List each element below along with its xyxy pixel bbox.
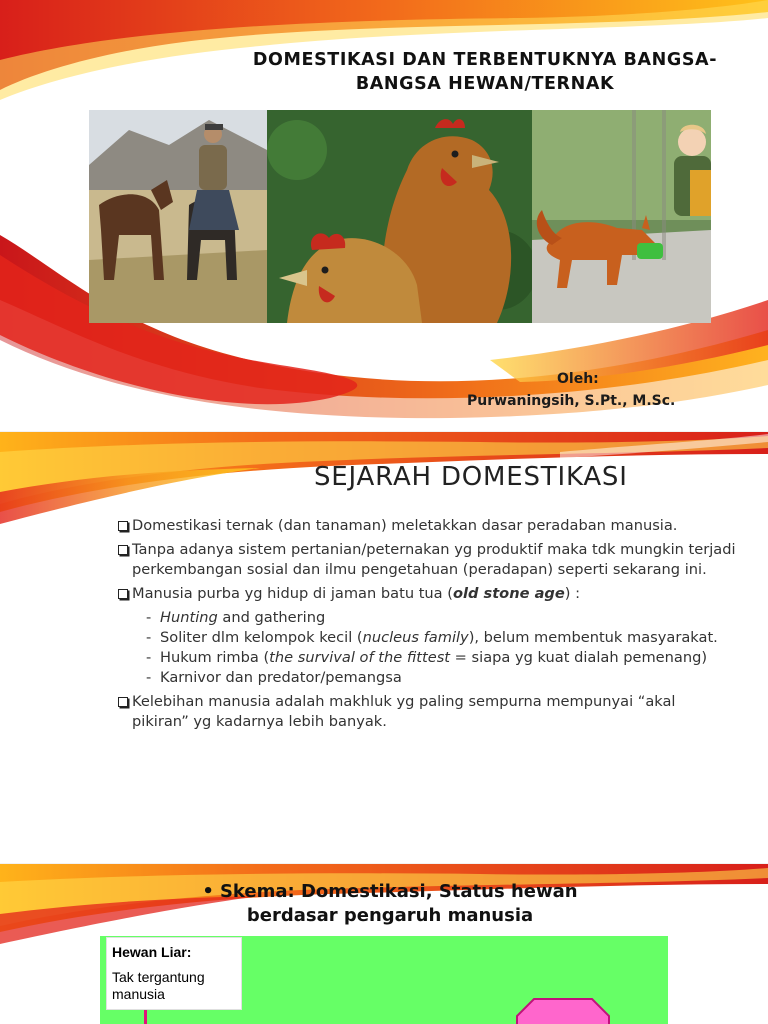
bullet-text-emphasis: old stone age [452, 585, 565, 602]
checkbox-bullet-icon [118, 589, 128, 599]
fox-and-child-photo [532, 110, 711, 323]
bullet-item [116, 692, 736, 732]
title-line-1: DOMESTIKASI DAN TERBENTUKNYA BANGSA- [252, 50, 718, 70]
bullet-item [116, 516, 736, 536]
title-line-2: BANGSA HEWAN/TERNAK [355, 74, 615, 94]
author-block [440, 368, 700, 412]
sub-item [116, 608, 736, 628]
slide-title [0, 0, 768, 432]
author-name: Purwaningsih, S.Pt., M.Sc. [467, 393, 676, 409]
oleh-label: Oleh: [557, 371, 599, 387]
sub-text: Karnivor dan predator/pemangsa [160, 669, 402, 686]
sub-item [116, 648, 736, 668]
slide-skema [0, 864, 768, 1024]
slide-heading [160, 880, 620, 928]
sub-text: = siapa yg kuat dialah pemenang) [450, 649, 708, 666]
connector-line [144, 1010, 147, 1024]
box-heading: Hewan Liar: [112, 944, 192, 960]
sub-emphasis: the survival of the fittest [269, 649, 451, 666]
dash-marker: - [146, 669, 152, 686]
hewan-liar-box [106, 937, 242, 1010]
chickens-photo [267, 110, 532, 323]
dash-marker: - [146, 649, 152, 666]
slide-title-text [230, 48, 740, 96]
sub-text: ), belum membentuk masyarakat. [468, 629, 718, 646]
bullet-list [116, 516, 736, 736]
sub-pre: Hukum rimba ( [160, 649, 270, 666]
bullet-text-b: ) : [564, 585, 581, 602]
checkbox-bullet-icon [118, 697, 128, 707]
bullet-text: Domestikasi ternak (dan tanaman) meletakkan dasar peradaban manusia. [132, 517, 678, 534]
sub-emphasis: Hunting [160, 609, 218, 626]
bullet-text-a: Manusia purba yg hidup di jaman batu tua ( [132, 585, 453, 602]
bullet-marker: • [202, 881, 214, 902]
slide-sejarah [0, 432, 768, 864]
octagon-shape [516, 998, 610, 1024]
slide-heading: SEJARAH DOMESTIKASI [314, 462, 628, 492]
skema-title: Skema: Domestikasi, Status hewan berdasar pengaruh manusia [219, 881, 578, 926]
bullet-item [116, 584, 736, 604]
box-text: Tak tergantung manusia [112, 969, 205, 1002]
bullet-text: Tanpa adanya sistem pertanian/peternakan yg produktif maka tdk mungkin terjadi perkembangan sosial dan ilmu pengetahuan (peradapan) seperti sekarang ini. [132, 541, 736, 578]
sub-emphasis: nucleus family [362, 629, 469, 646]
bullet-item [116, 540, 736, 580]
bullet-text: Kelebihan manusia adalah makhluk yg paling sempurna mempunyai “akal pikiran” yg kadarnya lebih banyak. [132, 693, 676, 730]
checkbox-bullet-icon [118, 545, 128, 555]
horses-with-rider-photo [89, 110, 267, 323]
sub-item [116, 668, 736, 688]
sub-pre: Soliter dlm kelompok kecil ( [160, 629, 363, 646]
dash-marker: - [146, 629, 152, 646]
sub-text: and gathering [217, 609, 326, 626]
sub-item [116, 628, 736, 648]
checkbox-bullet-icon [118, 521, 128, 531]
dash-marker: - [146, 609, 152, 626]
